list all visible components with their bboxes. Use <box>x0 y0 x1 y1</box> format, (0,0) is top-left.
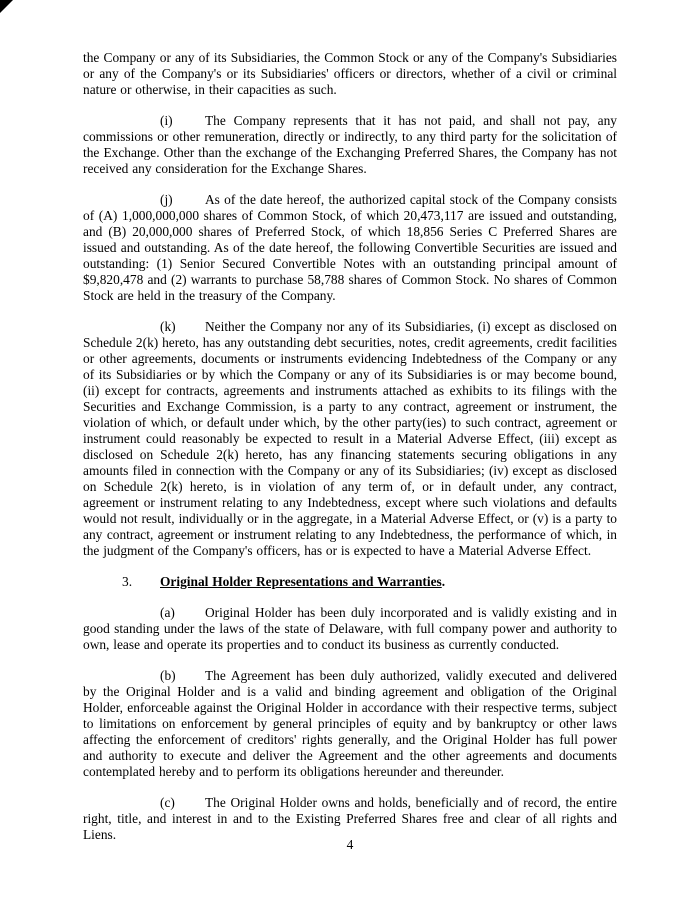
paragraph-text: The Agreement has been duly authorized, validly executed and delivered by the Original Holder and is a valid and binding agreement and obligation of the Original Holder, enforceable against the Original Holder in accordance with their respective terms, subject to limitations on enforcement by general principles of equity and by bankruptcy or other laws affecting the enforcement of creditors' rights generally, and the Original Holder has full power and authority to execute and deliver the Agreement and the other agreements and documents contemplated hereby and to perform its obligations hereunder and thereunder. <box>83 668 617 779</box>
paragraph-label: (k) <box>160 319 176 334</box>
section-number: 3. <box>122 574 133 589</box>
paragraph-text: Original Holder has been duly incorporated and is validly existing and in good standing under the laws of the state of Delaware, with full company power and authority to own, lease and operate its properties and to conduct its business as currently conducted. <box>83 605 617 652</box>
paragraph-label: (c) <box>160 795 175 810</box>
paragraph-text: As of the date hereof, the authorized capital stock of the Company consists of (A) 1,000,000,000 shares of Common Stock, of which 20,473,117 are issued and outstanding, and (B) 20,000,000 shares of Preferred Stock, of which 18,856 Series C Preferred Shares are issued and outstanding. As of the date hereof, the following Convertible Securities are issued and outstanding: (1) Senior Secured Convertible Notes with an outstanding principal amount of $9,820,478 and (2) warrants to purchase 58,788 shares of Common Stock. No shares of Common Stock are held in the treasury of the Company. <box>83 192 617 303</box>
scan-corner-artifact <box>0 0 13 13</box>
section-title-period: . <box>441 574 446 589</box>
paragraph <box>83 113 617 177</box>
section-heading <box>83 574 617 590</box>
paragraph-label: (i) <box>160 113 173 128</box>
section-title: Original Holder Representations and Warranties <box>160 574 442 589</box>
paragraph-label: (a) <box>160 605 175 620</box>
paragraph <box>83 192 617 304</box>
paragraph <box>83 605 617 653</box>
paragraph-label: (b) <box>160 668 176 683</box>
paragraph-text: The Company represents that it has not paid, and shall not pay, any commissions or other remuneration, directly or indirectly, to any third party for the solicitation of the Exchange. Other than the exchange of the Exchanging Preferred Shares, the Company has not received any consideration for the Exchange Shares. <box>83 113 617 176</box>
page-number: 4 <box>346 837 354 852</box>
paragraph-text: The Original Holder owns and holds, beneficially and of record, the entire right, title, and interest in and to the Existing Preferred Shares free and clear of all rights and Liens. <box>83 795 617 842</box>
paragraph <box>83 795 617 843</box>
paragraph <box>83 319 617 559</box>
paragraph-text: the Company or any of its Subsidiaries, the Common Stock or any of the Company's Subsidiaries or any of the Company's or its Subsidiaries' officers or directors, whether of a civil or criminal nature or otherwise, in their capacities as such. <box>83 50 617 97</box>
paragraph-label: (j) <box>160 192 173 207</box>
paragraph-text: Neither the Company nor any of its Subsidiaries, (i) except as disclosed on Schedule 2(k) hereto, has any outstanding debt securities, notes, credit agreements, credit facilities or other agreements, documents or instruments evidencing Indebtedness of the Company or any of its Subsidiaries or by which the Company or any of its Subsidiaries is or may become bound, (ii) except for contracts, agreements and instruments attached as exhibits to its filings with the Securities and Exchange Commission, is a party to any contract, agreement or instrument, the violation of which, or default under which, by the other party(ies) to such contract, agreement or instrument could reasonably be expected to result in a Material Adverse Effect, (iii) except as disclosed on Schedule 2(k) hereto, has any financing statements securing obligations in any amounts filed in connection with the Company or any of its Subsidiaries; (iv) except as disclosed on Schedule 2(k) hereto, is in violation of any term of, or in default under, any contract, agreement or instrument relating to any Indebtedness, except where such violations and defaults would not result, individually or in the aggregate, in a Material Adverse Effect, or (v) is a party to any contract, agreement or instrument relating to any Indebtedness, the performance of which, in the judgment of the Company's officers, has or is expected to have a Material Adverse Effect. <box>83 319 618 558</box>
document-body <box>83 50 617 858</box>
paragraph <box>83 668 617 780</box>
paragraph <box>83 50 617 98</box>
